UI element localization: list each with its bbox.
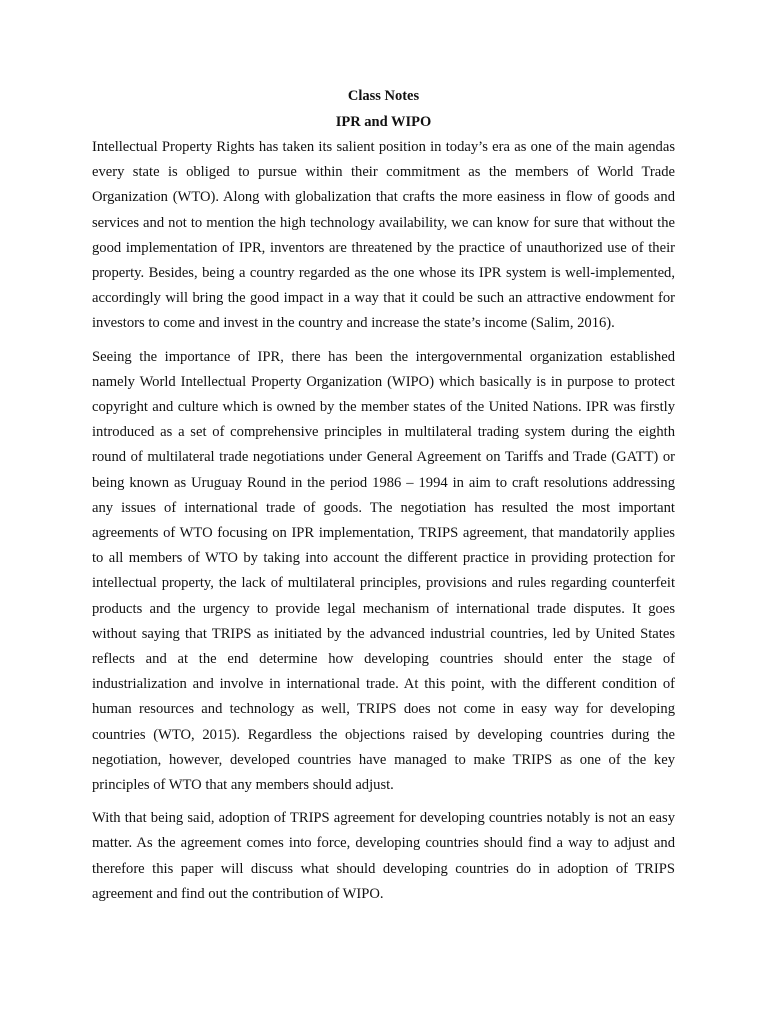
paragraph-2: Seeing the importance of IPR, there has been the intergovernmental organization established namely World Intellectual Property Organization (WIPO) which basically is in purpose to protect copyright and culture which is owned by the member states of the United Nations. IPR was firstly introduced as a set of comprehensive principles in multilateral trading system during the eighth round of multilateral trade negotiations under General Agreement on Tariffs and Trade (GATT) or being known as Uruguay Round in the period 1986 – 1994 in aim to craft resolutions addressing any issues of international trade of goods. The negotiation has resulted the most important agreements of WTO focusing on IPR implementation, TRIPS agreement, that mandatorily applies to all members of WTO by taking into account the different practice in providing protection for intellectual property, the lack of multilateral principles, provisions and rules regarding counterfeit products and the urgency to provide legal mechanism of international trade disputes. It goes without saying that TRIPS as initiated by the advanced industrial countries, led by United States reflects and at the end determine how developing countries should enter the stage of industrialization and involve in international trade. At this point, with the different condition of human resources and technology as well, TRIPS does not come in easy way for developing countries (WTO, 2015). Regardless the objections raised by developing countries during the negotiation, however, developed countries have managed to make TRIPS as one of the key principles of WTO that any members should adjust. xyxy=(92,348,675,794)
document-page xyxy=(92,86,675,915)
document-title: Class Notes xyxy=(347,88,420,104)
paragraph-1: Intellectual Property Rights has taken its salient position in today’s era as one of the main agendas every state is obliged to pursue within their commitment as the members of World Trade Organization (WTO). Along with globalization that crafts the more easiness in flow of goods and services and not to mention the high technology availability, we can know for sure that without the good implementation of IPR, inventors are threatened by the practice of unauthorized use of their property. Besides, being a country regarded as the one whose its IPR system is well-implemented, accordingly will bring the good impact in a way that it could be such an attractive endowment for investors to come and invest in the country and increase the state’s income (Salim, 2016). xyxy=(92,139,675,332)
document-subtitle: IPR and WIPO xyxy=(335,114,432,130)
paragraph-3: With that being said, adoption of TRIPS agreement for developing countries notably is not an easy matter. As the agreement comes into force, developing countries should find a way to adjust and therefore this paper will discuss what should developing countries do in adoption of TRIPS agreement and find out the contribution of WIPO. xyxy=(92,810,675,902)
